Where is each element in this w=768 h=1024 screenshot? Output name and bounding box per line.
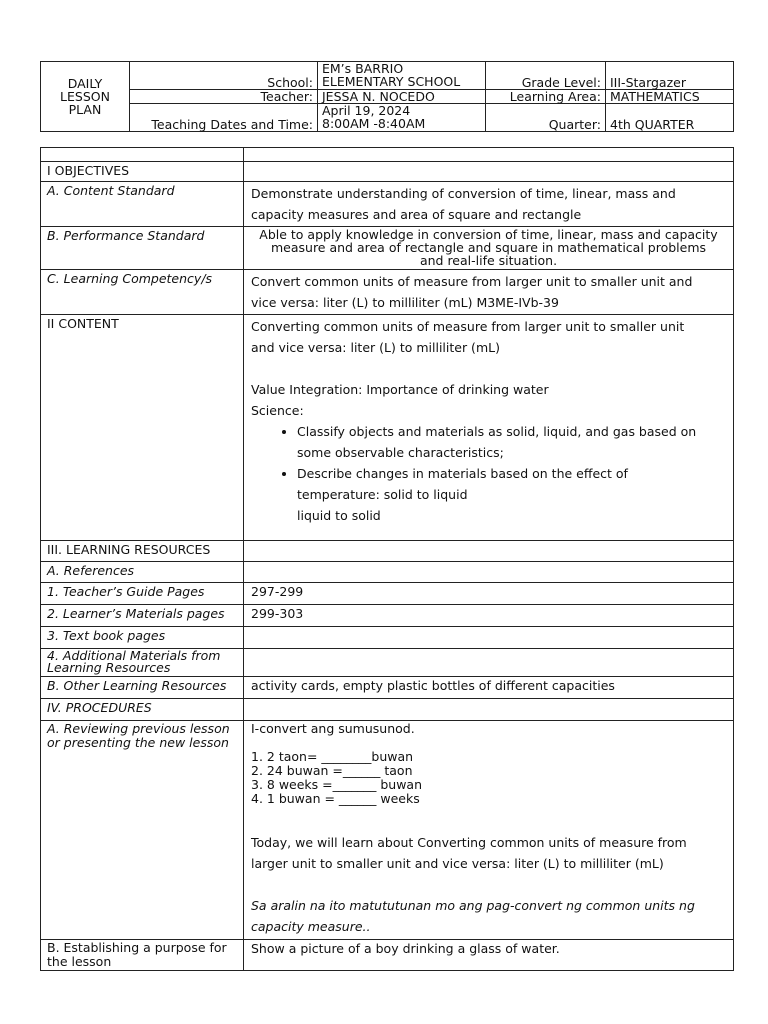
bullet-item: • Classify objects and materials as solid, liquid, and gas based on some observable characteristics; (297, 421, 726, 463)
other-resources-label: B. Other Learning Resources (41, 677, 244, 699)
resources-heading-right (244, 541, 734, 562)
references-label: A. References (41, 562, 244, 583)
header-table (40, 61, 734, 132)
teacher-value: JESSA N. NOCEDO (318, 90, 486, 104)
learners-materials-value: 299-303 (244, 605, 734, 627)
performance-standard-label: B. Performance Standard (41, 227, 244, 270)
reviewing-value (244, 721, 734, 940)
objectives-heading-right (244, 162, 734, 182)
dates-label: Teaching Dates and Time: (130, 104, 318, 132)
quarter-label: Quarter: (486, 104, 606, 132)
area-label: Learning Area: (486, 90, 606, 104)
school-value: EM’s BARRIO ELEMENTARY SCHOOL (318, 62, 486, 90)
content-value: Converting common units of measure from larger unit to smaller unit and vice versa: liter (L) to milliliter (mL) Value Integration: Importance of drinking water Science: • Classify objects and materials as solid, liquid, and gas based on some observable characteristics; • Describe changes in materials based on the effect of temperature: solid to liquid liquid to solid (244, 315, 734, 541)
procedures-heading-right (244, 699, 734, 721)
competency-label: C. Learning Competency/s (41, 270, 244, 315)
science-label: Science: (251, 403, 304, 418)
teachers-guide-label: 1. Teacher’s Guide Pages (41, 583, 244, 605)
additional-materials-value (244, 649, 734, 677)
reviewing-label: A. Reviewing previous lesson or presenting the new lesson (41, 721, 244, 940)
convert-items: 1. 2 taon= ________buwan 2. 24 buwan =______ taon 3. 8 weeks =_______ buwan 4. 1 buwan = ______ weeks (251, 749, 423, 806)
extra-line: liquid to solid (297, 508, 381, 523)
bullet-item: • Describe changes in materials based on the effect of temperature: solid to liquid (297, 463, 726, 505)
procedures-heading: IV. PROCEDURES (41, 699, 244, 721)
objectives-heading: I OBJECTIVES (41, 162, 244, 182)
blank-row-right (244, 148, 734, 162)
additional-materials-label: 4. Additional Materials from Learning Resources (41, 649, 244, 677)
area-value: MATHEMATICS (606, 90, 734, 104)
content-standard-label: A. Content Standard (41, 182, 244, 227)
filipino-text: Sa aralin na ito matututunan mo ang pag-convert ng common units ng capacity measure.. (251, 898, 695, 934)
convert-instruction: I-convert ang sumusunod. (251, 721, 415, 736)
other-resources-value: activity cards, empty plastic bottles of different capacities (244, 677, 734, 699)
performance-standard-value: Able to apply knowledge in conversion of time, linear, mass and capacity measure and area of rectangle and square in mathematical problems and real-life situation. (244, 227, 734, 270)
references-value (244, 562, 734, 583)
competency-value: Convert common units of measure from larger unit to smaller unit and vice versa: liter (L) to milliliter (mL) M3ME-IVb-39 (244, 270, 734, 315)
grade-label: Grade Level: (486, 62, 606, 90)
purpose-label: B. Establishing a purpose for the lesson (41, 940, 244, 971)
teacher-label: Teacher: (130, 90, 318, 104)
resources-heading: III. LEARNING RESOURCES (41, 541, 244, 562)
purpose-value: Show a picture of a boy drinking a glass of water. (244, 940, 734, 971)
learners-materials-label: 2. Learner’s Materials pages (41, 605, 244, 627)
quarter-value: 4th QUARTER (606, 104, 734, 132)
content-heading: II CONTENT (41, 315, 244, 541)
textbook-value (244, 627, 734, 649)
lesson-table (40, 147, 734, 971)
daily-lesson-plan-title: DAILY LESSON PLAN (41, 62, 130, 132)
science-bullets (251, 421, 726, 505)
teachers-guide-value: 297-299 (244, 583, 734, 605)
today-text: Today, we will learn about Converting common units of measure from larger unit to smaller unit and vice versa: liter (L) to milliliter (mL) (251, 835, 687, 871)
dates-value: April 19, 2024 8:00AM -8:40AM (318, 104, 486, 132)
value-integration: Value Integration: Importance of drinking water (251, 382, 549, 397)
content-standard-value: Demonstrate understanding of conversion of time, linear, mass and capacity measures and area of square and rectangle (244, 182, 734, 227)
school-label: School: (130, 62, 318, 90)
blank-row-left (41, 148, 244, 162)
textbook-label: 3. Text book pages (41, 627, 244, 649)
grade-value: III-Stargazer (606, 62, 734, 90)
